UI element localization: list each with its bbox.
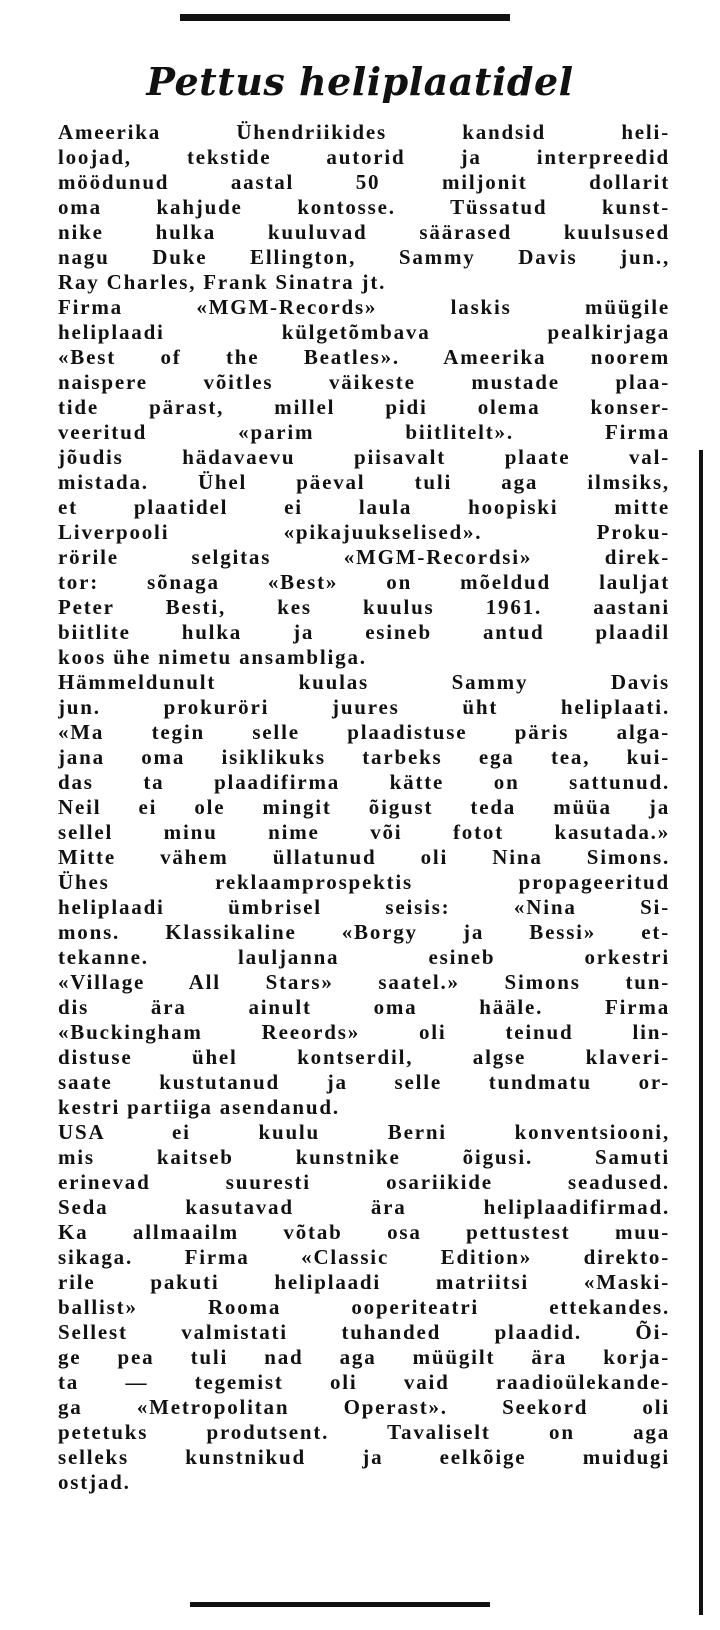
article-line: loojad, tekstide autorid ja interpreedid [58,145,670,169]
article-line: Neil ei ole mingit õigust teda müüa ja [58,795,670,819]
article-line: Mitte vähem üllatunud oli Nina Simons. [58,845,670,869]
article-line: «Best of the Beatles». Ameerika noorem [58,345,670,369]
article-line: ballist» Rooma ooperiteatri ettekandes. [58,1295,670,1319]
article-line: ge pea tuli nad aga müügilt ära korja- [58,1345,670,1369]
article-line: nagu Duke Ellington, Sammy Davis jun., [58,245,670,269]
article-line: das ta plaadifirma kätte on sattunud. [58,770,670,794]
article-line: tide pärast, millel pidi olema konser- [58,395,670,419]
article-line: heliplaadi ümbrisel seisis: «Nina Si- [58,895,670,919]
article-line: Ameerika Ühendriikides kandsid heli- [58,120,670,144]
headline: Pettus heliplaatidel [146,59,574,104]
article-line: kestri partiiga asendanud. [58,1095,340,1119]
column-divider [699,450,703,1615]
article-line: jun. prokuröri juures üht heliplaati. [58,695,670,719]
article-line: Peter Besti, kes kuulus 1961. aastani [58,595,670,619]
article-line: mis kaitseb kunstnike õigusi. Samuti [58,1145,670,1169]
article-line: ga «Metropolitan Operast». Seekord oli [58,1395,670,1419]
article-line: petetuks produtsent. Tavaliselt on aga [58,1420,670,1444]
article-line: dis ära ainult oma hääle. Firma [58,995,670,1019]
article-line: Seda kasutavad ära heliplaadifirmad. [58,1195,670,1219]
article-line: mistada. Ühel päeval tuli aga ilmsiks, [58,470,670,494]
article-line: biitlite hulka ja esineb antud plaadil [58,620,670,644]
article-line: rörile selgitas «MGM-Recordsi» direk- [58,545,670,569]
article-line: «Buckingham Reeords» oli teinud lin- [58,1020,670,1044]
article-line: rile pakuti heliplaadi matriitsi «Maski- [58,1270,670,1294]
article-line: sellel minu nime või fotot kasutada.» [58,820,670,844]
article-line: selleks kunstnikud ja eelkõige muidugi [58,1445,670,1469]
article-line: nike hulka kuuluvad säärased kuulsused [58,220,670,244]
article-line: saate kustutanud ja selle tundmatu or- [58,1070,670,1094]
article-line: et plaatidel ei laula hoopiski mitte [58,495,670,519]
article-line: veeritud «parim biitlitelt». Firma [58,420,670,444]
article-line: mons. Klassikaline «Borgy ja Bessi» et- [58,920,670,944]
article-line: tekanne. lauljanna esineb orkestri [58,945,670,969]
article-line: oma kahjude kontosse. Tüssatud kunst- [58,195,670,219]
article-line: möödunud aastal 50 miljonit dollarit [58,170,670,194]
article-body [58,120,670,1495]
article-line: koos ühe nimetu ansambliga. [58,645,367,669]
article-line: Sellest valmistati tuhanded plaadid. Õi- [58,1320,670,1344]
article-line: tor: sõnaga «Best» on mõeldud lauljat [58,570,670,594]
article-line: heliplaadi külgetõmbava pealkirjaga [58,320,670,344]
article-line: sikaga. Firma «Classic Edition» direkto- [58,1245,670,1269]
article-line: Ka allmaailm võtab osa pettustest muu- [58,1220,670,1244]
article-line: distuse ühel kontserdil, algse klaveri- [58,1045,670,1069]
article-line: ostjad. [58,1470,131,1494]
article-line: Ray Charles, Frank Sinatra jt. [58,270,387,294]
article-line: Liverpooli «pikajuukselised». Proku- [58,520,670,544]
article-line: naispere võitles väikeste mustade plaa- [58,370,670,394]
article-line: «Village All Stars» saatel.» Simons tun- [58,970,670,994]
article-line: erinevad suuresti osariikide seadused. [58,1170,670,1194]
article-line: Ühes reklaamprospektis propageeritud [58,870,670,894]
top-rule [180,14,510,21]
article-line: «Ma tegin selle plaadistuse päris alga- [58,720,670,744]
bottom-rule [190,1602,490,1607]
article-line: Hämmeldunult kuulas Sammy Davis [58,670,670,694]
article-line: jana oma isiklikuks tarbeks ega tea, kui- [58,745,670,769]
article-line: Firma «MGM-Records» laskis müügile [58,295,670,319]
article-line: jõudis hädavaevu piisavalt plaate val- [58,445,670,469]
article-line: ta — tegemist oli vaid raadioülekande- [58,1370,670,1394]
article-line: USA ei kuulu Berni konventsiooni, [58,1120,670,1144]
